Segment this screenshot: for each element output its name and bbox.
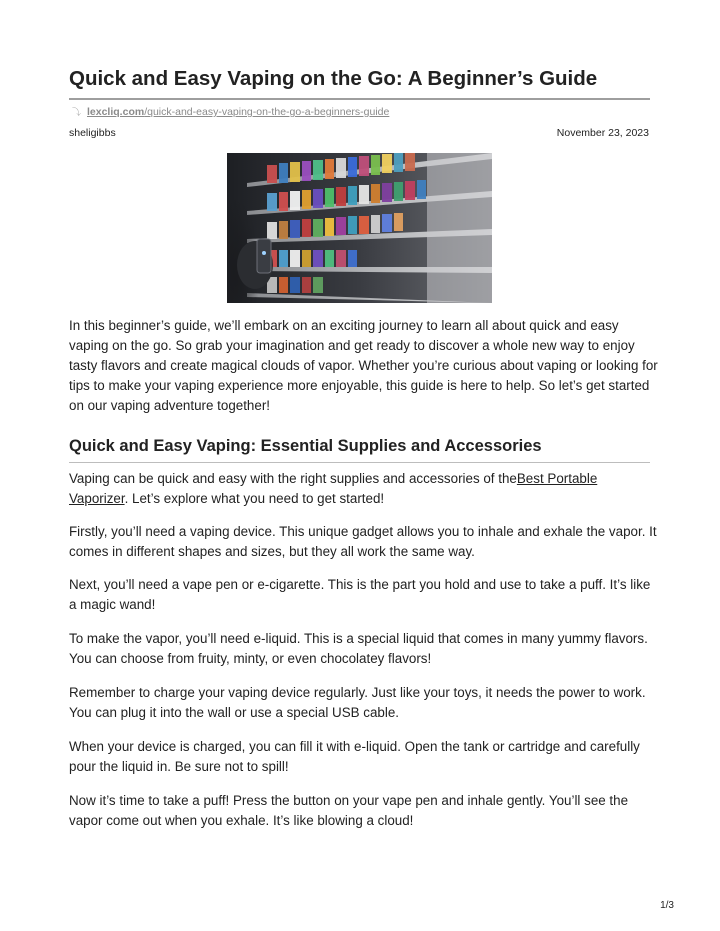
page-counter: 1/3 xyxy=(660,900,674,911)
page-title: Quick and Easy Vaping on the Go: A Beginner’s Guide xyxy=(69,67,598,90)
source-line xyxy=(72,104,389,120)
title-divider xyxy=(69,98,650,100)
hero-image xyxy=(227,153,492,303)
link-source-icon: ⤵ xyxy=(72,107,82,117)
source-link[interactable] xyxy=(87,106,389,118)
author-name: sheligibbs xyxy=(69,127,116,139)
section-paragraph-4: To make the vapor, you’ll need e-liquid. This is a special liquid that comes in many yummy flavors. You can choose from fruity, minty, or even chocolatey flavors! xyxy=(69,631,648,666)
p1-text-before: Vaping can be quick and easy with the right supplies and accessories of the xyxy=(69,471,517,486)
section-paragraph-7: Now it’s time to take a puff! Press the button on your vape pen and inhale gently. You’ll see the vapor come out when you exhale. It’s like blowing a cloud! xyxy=(69,793,629,828)
section-heading: Quick and Easy Vaping: Essential Supplies and Accessories xyxy=(69,437,542,455)
publish-date: November 23, 2023 xyxy=(556,127,649,139)
section-paragraph-3: Next, you’ll need a vape pen or e-cigarette. This is the part you hold and use to take a puff. It’s like a magic wand! xyxy=(69,577,651,612)
hero-image-vape-shelves xyxy=(227,153,492,303)
section-paragraph-2: Firstly, you’ll need a vaping device. This unique gadget allows you to inhale and exhale the vapor. It comes in different shapes and sizes, but they all work the same way. xyxy=(69,524,657,559)
section-paragraph-1 xyxy=(69,469,659,509)
intro-paragraph: In this beginner’s guide, we’ll embark on an exciting journey to learn all about quick and easy vaping on the go. So grab your imagination and get ready to discover a whole new way to enjoy tasty flavors and create magical clouds of vapor. Whether you’re curious about vaping or looking for tips to make your vaping experience more enjoyable, this guide is here to help. So let’s get started on our vaping adventure together! xyxy=(69,318,658,413)
section-paragraph-5: Remember to charge your vaping device regularly. Just like your toys, it needs the power to work. You can plug it into the wall or use a special USB cable. xyxy=(69,685,646,720)
p1-text-after: . Let’s explore what you need to get started! xyxy=(124,491,385,506)
source-path: /quick-and-easy-vaping-on-the-go-a-beginners-guide xyxy=(144,106,390,118)
source-domain: lexcliq.com xyxy=(87,106,145,118)
section-paragraph-6: When your device is charged, you can fill it with e-liquid. Open the tank or cartridge and carefully pour the liquid in. Be sure not to spill! xyxy=(69,739,640,774)
section-divider xyxy=(69,462,650,463)
best-portable-vaporizer-link[interactable]: Best Portable Vaporizer xyxy=(69,471,598,506)
